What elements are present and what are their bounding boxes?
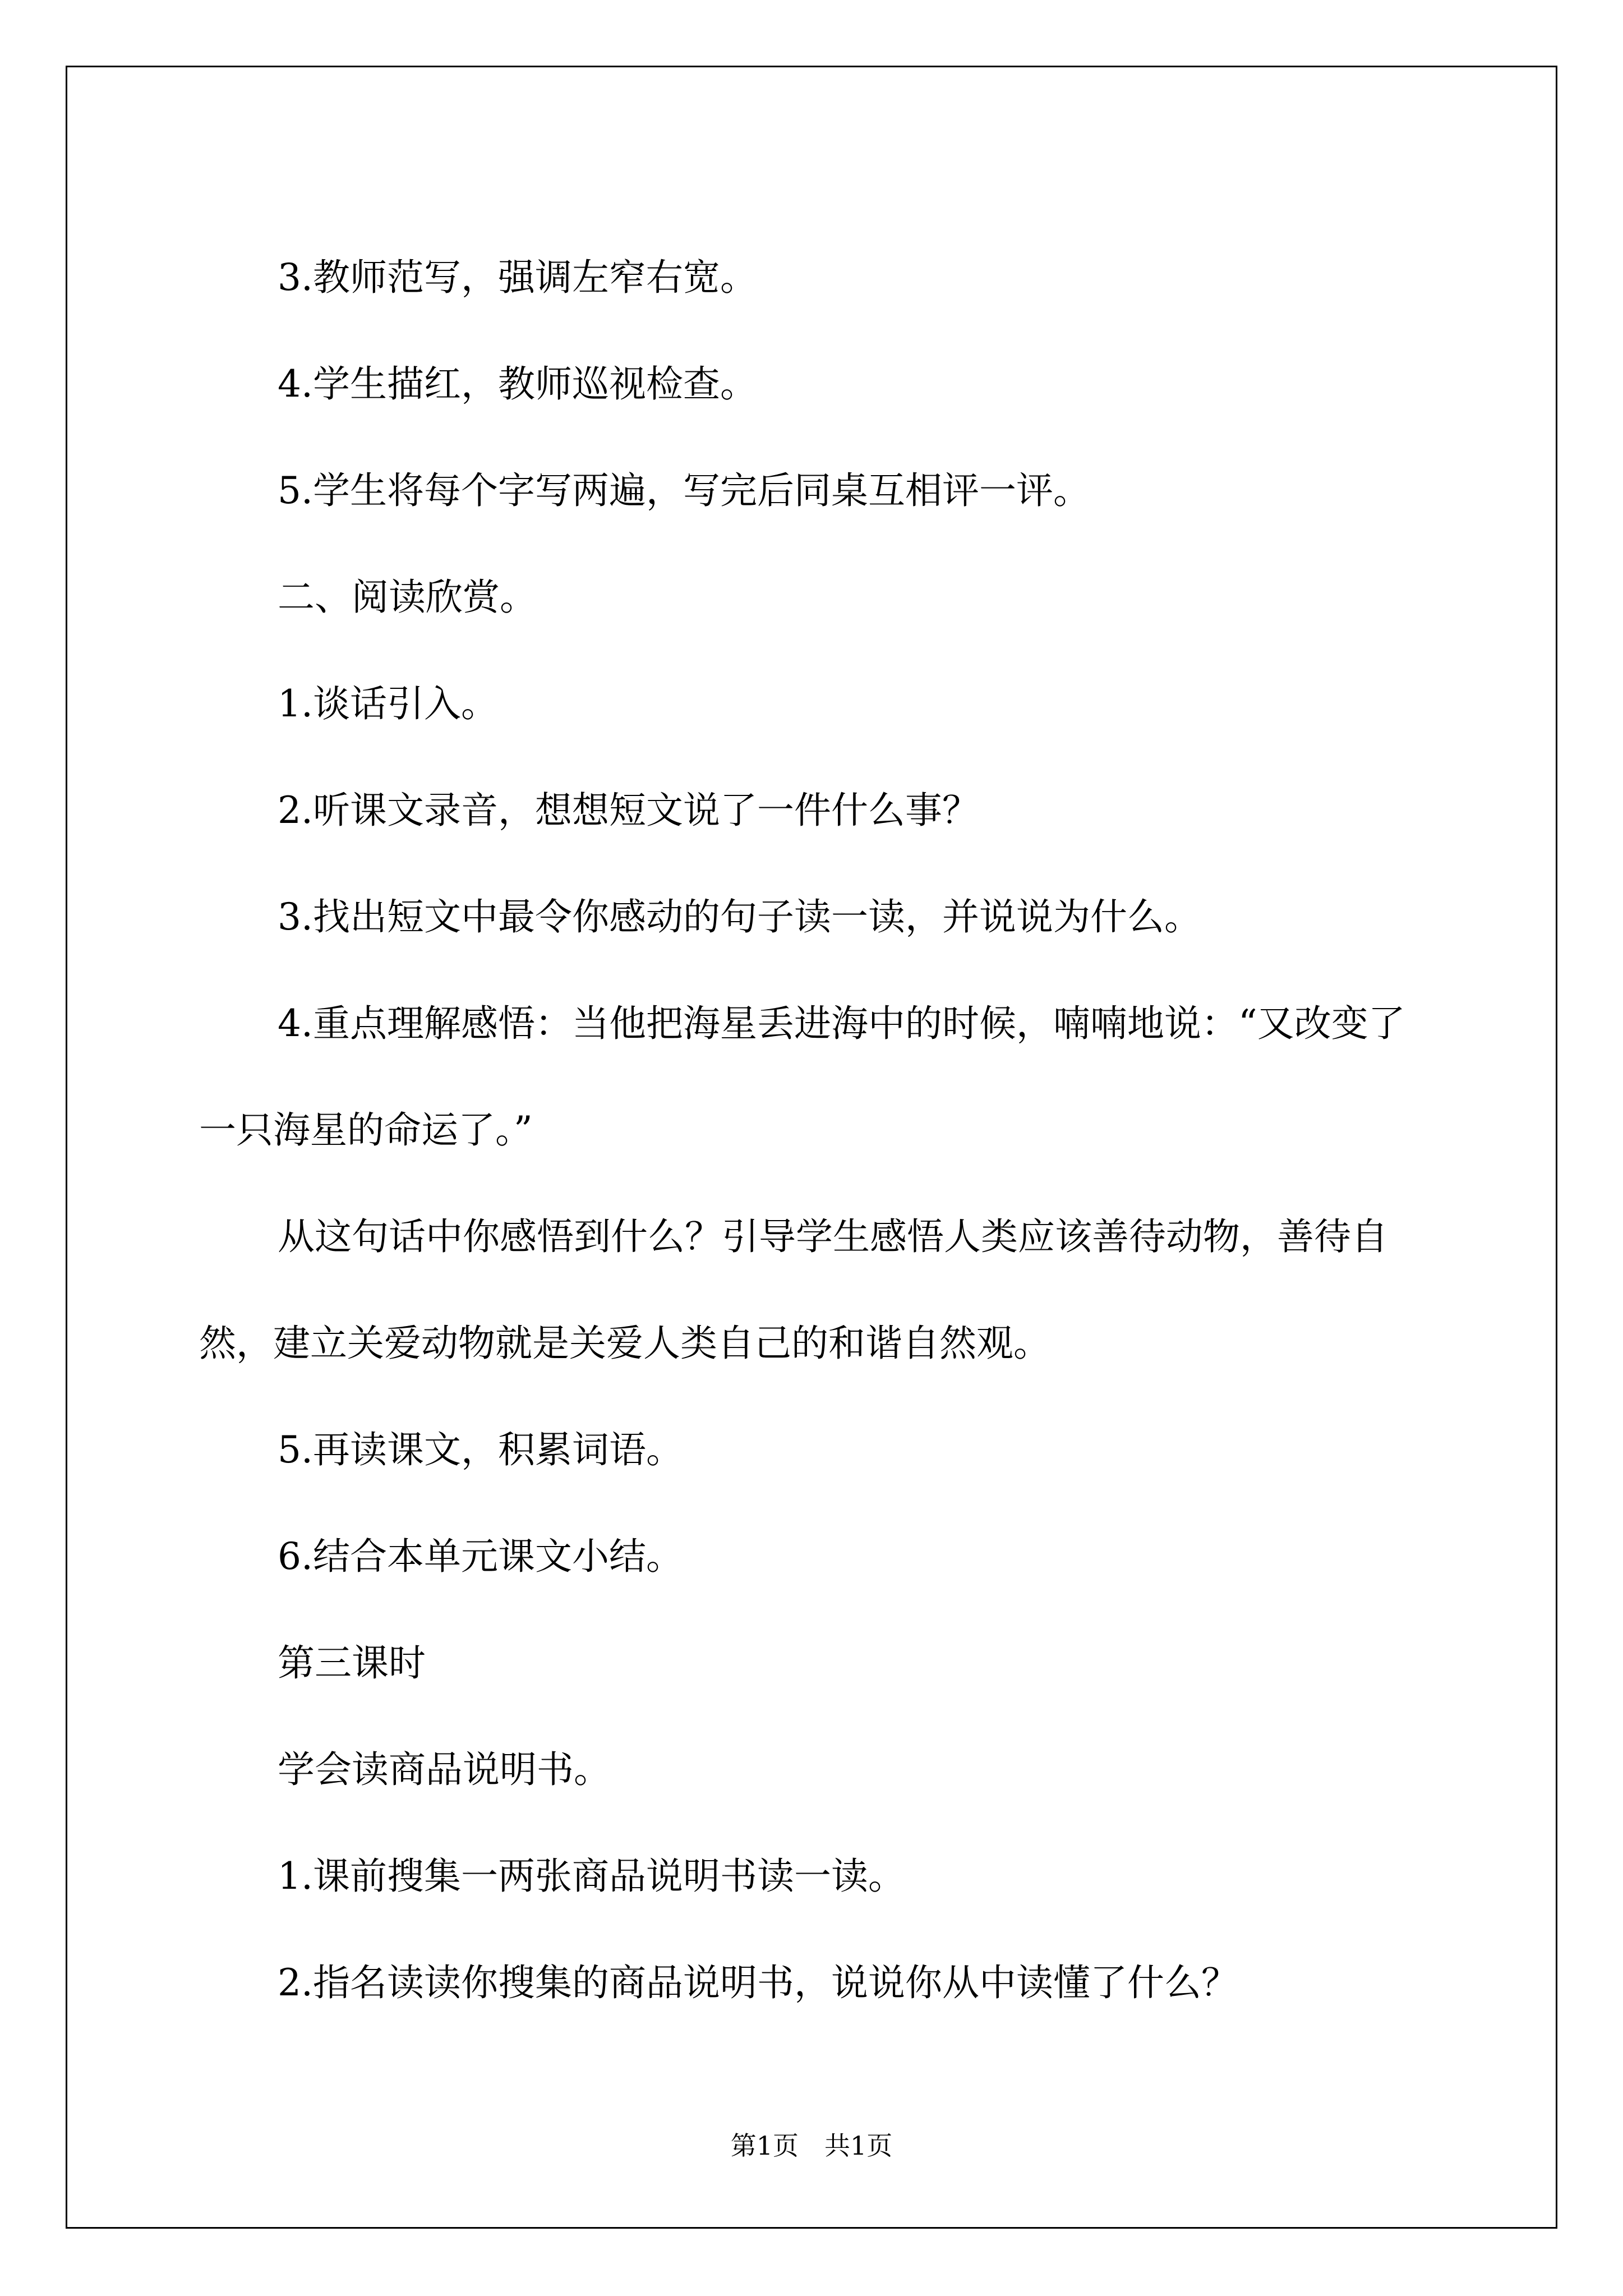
paragraph: 5.学生将每个字写两遍，写完后同桌互相评一评。 — [278, 469, 1090, 512]
paragraph: 学会读商品说明书。 — [278, 1748, 611, 1791]
paragraph: 3.教师范写，强调左窄右宽。 — [278, 256, 757, 299]
paragraph: 5.再读课文，积累词语。 — [278, 1428, 683, 1471]
paragraph: 从这句话中你感悟到什么？引导学生感悟人类应该善待动物，善待自然，建立关爱动物就是关爱人类自己的和谐自然观。 — [199, 1215, 1388, 1365]
paragraph: 6.结合本单元课文小结。 — [278, 1535, 683, 1578]
paragraph: 2.听课文录音，想想短文说了一件什么事？ — [278, 789, 979, 832]
paragraph: 2.指名读读你搜集的商品说明书，说说你从中读懂了什么？ — [278, 1961, 1238, 2004]
page-footer: 第1页 共1页 — [730, 2131, 893, 2161]
document-body — [199, 224, 1433, 2036]
paragraph: 1.课前搜集一两张商品说明书读一读。 — [278, 1855, 905, 1898]
paragraph: 3.找出短文中最令你感动的句子读一读，并说说为什么。 — [278, 895, 1201, 938]
paragraph: 4.重点理解感悟：当他把海星丢进海中的时候，喃喃地说：“又改变了一只海星的命运了。” — [199, 1002, 1405, 1152]
paragraph: 1.谈话引入。 — [278, 682, 498, 725]
lesson-heading: 第三课时 — [278, 1641, 426, 1685]
section-heading: 二、阅读欣赏。 — [278, 576, 537, 619]
paragraph: 4.学生描红，教师巡视检查。 — [278, 362, 757, 406]
